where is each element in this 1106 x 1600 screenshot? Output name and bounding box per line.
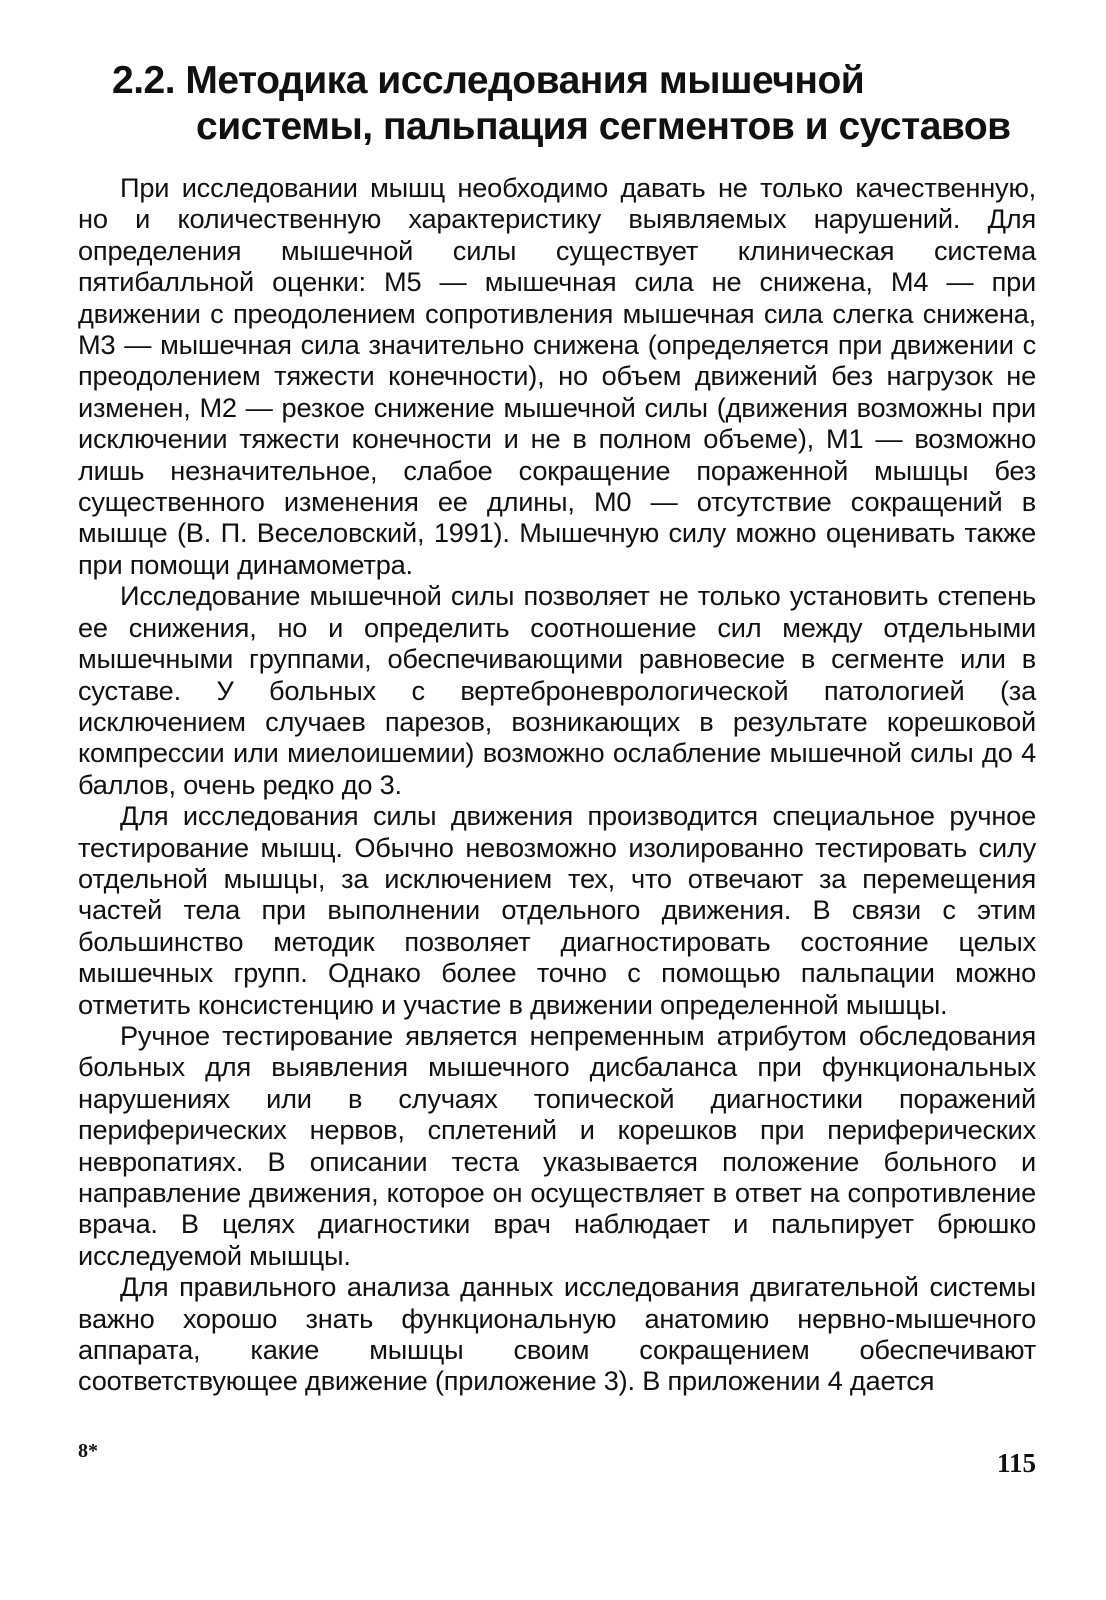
page-footer bbox=[78, 1440, 1036, 1480]
signature-mark: 8* bbox=[78, 1440, 98, 1462]
page-number: 115 bbox=[996, 1448, 1036, 1478]
book-page bbox=[78, 58, 1036, 1578]
paragraph-muscle-strength-grading: При исследовании мышц необходимо давать не только качественную, но и количественную характеристику выявляемых нарушений. Для определения мышечной силы существует клиническая система пятибалльной оценки: М5 — мышечная сила не снижена, М4 — при движении с преодолением сопротивления мышечная сила слегка снижена, М3 — мышечная сила значительно снижена (определяется при движении с преодолением тяжести конечности), но объем движений без нагрузок не изменен, М2 — резкое снижение мышечной силы (движения возможны при исключении тяжести конечности и не в полном объеме), М1 — возможно лишь незначительное, слабое сокращение пораженной мышцы без существенного изменения ее длины, М0 — отсутствие сокращений в мышце (В. П. Веселовский, 1991). Мышечную силу можно оценивать также при помощи динамометра. bbox=[78, 172, 1036, 580]
paragraph-testing-attribute: Ручное тестирование является непременным атрибутом обследования больных для выявления мышечного дисбаланса при функциональных нарушениях или в случаях топической диагностики поражений периферических нервов, сплетений и корешков при периферических невропатиях. В описании теста указывается положение больного и направление движения, которое он осуществляет в ответ на сопротивление врача. В целях диагностики врач наблюдает и пальпирует брюшко исследуемой мышцы. bbox=[78, 1019, 1036, 1271]
section-heading-line-1: 2.2. Методика исследования мышечной bbox=[112, 59, 865, 102]
section-heading bbox=[78, 58, 1036, 150]
section-heading-line-2: системы, пальпация сегментов и суставов bbox=[196, 105, 1011, 148]
paragraph-functional-anatomy: Для правильного анализа данных исследования двигательной системы важно хорошо знать функциональную анатомию нервно-мышечного аппарата, какие мышцы своим сокращением обеспечивают соответствующее движение (приложение 3). В приложении 4 дается bbox=[78, 1271, 1036, 1397]
paragraph-manual-testing: Для исследования силы движения производится специальное ручное тестирование мышц. Обычно невозможно изолированно тестировать силу отдельной мышцы, за исключением тех, что отвечают за перемещения частей тела при выполнении отдельного движения. В связи с этим большинство методик позволяет диагностировать состояние целых мышечных групп. Однако более точно с помощью пальпации можно отметить консистенцию и участие в движении определенной мышцы. bbox=[78, 800, 1036, 1020]
body-text bbox=[78, 172, 1036, 1397]
paragraph-muscle-balance: Исследование мышечной силы позволяет не только установить степень ее снижения, но и определить соотношение сил между отдельными мышечными группами, обеспечивающими равновесие в сегменте или в суставе. У больных с вертеброневрологической патологией (за исключением случаев парезов, возникающих в результате корешковой компрессии или миелоишемии) возможно ослабление мышечной силы до 4 баллов, очень редко до 3. bbox=[78, 580, 1036, 800]
